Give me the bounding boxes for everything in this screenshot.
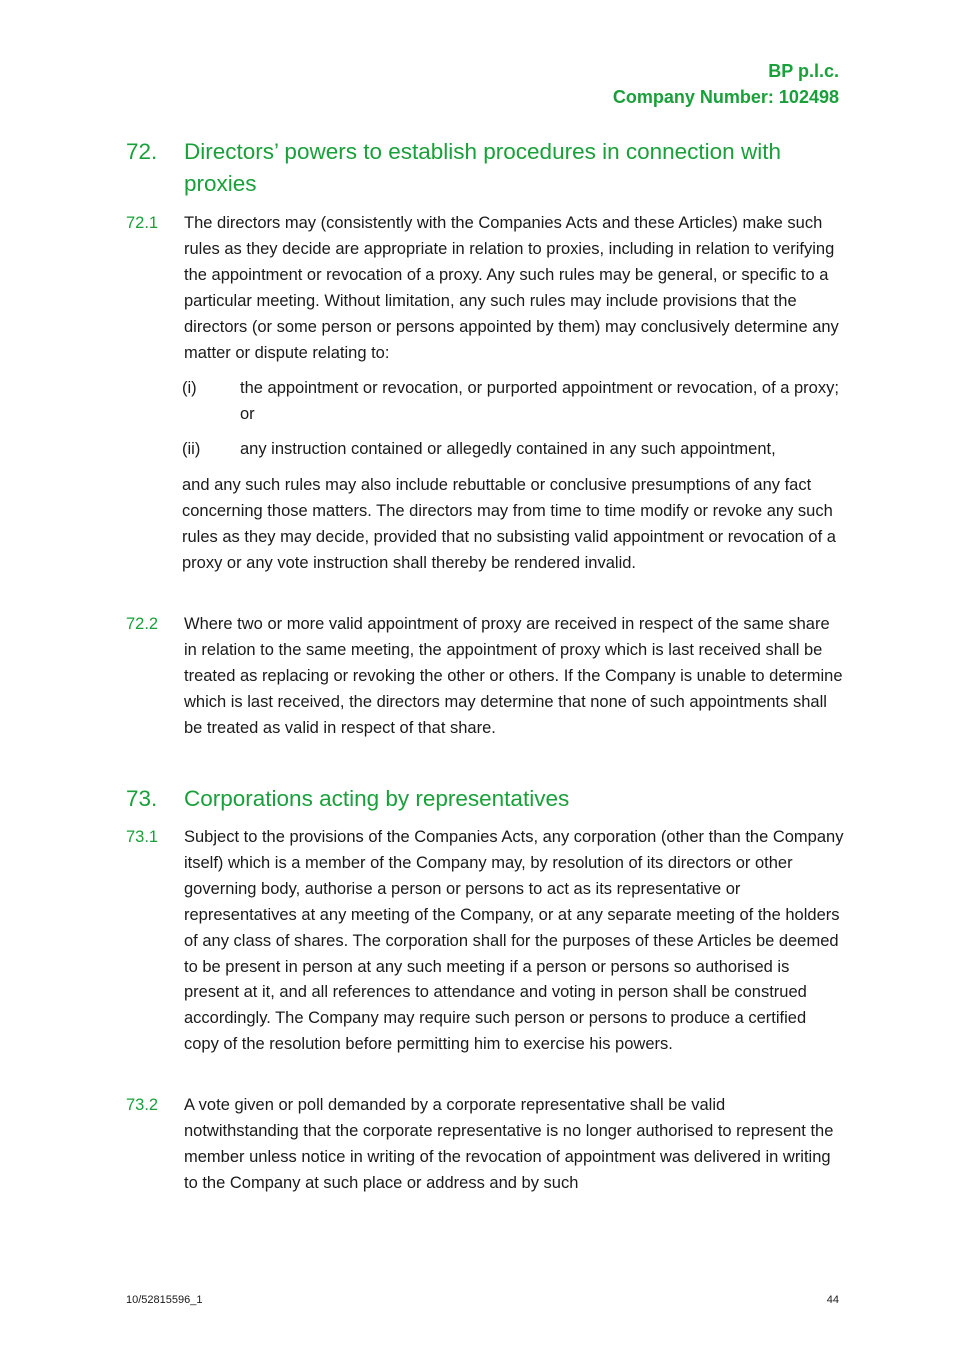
clause-72-1-continuation: and any such rules may also include rebuttable or conclusive presumptions of any fact concerning those matters. The directors may from time to time modify or revoke any such rules as they may decide, provided that no subsisting valid appointment or revocation of a proxy or any vote instruction shall thereby be rendered invalid.	[182, 476, 836, 572]
section-72-title: Directors’ powers to establish procedures in connection with proxies	[184, 139, 781, 196]
section-73-title: Corporations acting by representatives	[184, 786, 570, 811]
document-reference: 10/52815596_1	[126, 1294, 203, 1306]
clause-72-1-text: The directors may (consistently with the Companies Acts and these Articles) make such rules as they decide are appropriate in relation to proxies, including in relation to verifying the appointment or revocation of a proxy. Any such rules may be general, or specific to a particular meeting. Without limitation, any such rules may include provisions that the directors (or some person or persons appointed by them) may conclusively determine any matter or dispute relating to:	[184, 214, 839, 362]
company-number: Company Number: 102498	[612, 87, 839, 107]
company-name: BP p.l.c.	[768, 61, 839, 81]
document-header	[613, 58, 839, 110]
clause-73-1-text: Subject to the provisions of the Companies Acts, any corporation (other than the Company itself) which is a member of the Company may, by resolution of its directors or other governing body, authorise a person or persons to act as its representative or representatives at any meeting of the Company, or at any separate meeting of the holders of any class of shares. The corporation shall for the purposes of these Articles be deemed to be present in person at any such meeting if a person or persons so authorised is present at it, and all references to attendance and voting in person shall be construed accordingly. The Company may require such person or persons to produce a certified copy of the resolution before permitting him to exercise his powers.	[184, 828, 844, 1054]
item-i-text: the appointment or revocation, or purported appointment or revocation, of a proxy; or	[240, 379, 839, 423]
item-ii-number: (ii)	[182, 440, 201, 458]
clause-73-1-number: 73.1	[126, 828, 159, 846]
clause-72-2-number: 72.2	[126, 615, 159, 633]
item-i-number: (i)	[182, 379, 197, 397]
clause-73-2-number: 73.2	[126, 1096, 159, 1114]
clause-72-2-text: Where two or more valid appointment of proxy are received in respect of the same share in relation to the same meeting, the appointment of proxy which is last received shall be treated as replacing or revoking the other or others. If the Company is unable to determine which is last received, the directors may determine that none of such appointments shall be treated as valid in respect of that share.	[184, 615, 843, 737]
section-73-number: 73.	[126, 786, 158, 811]
page-number: 44	[826, 1294, 839, 1306]
clause-73-2-text: A vote given or poll demanded by a corporate representative shall be valid notwithstanding that the corporate representative is no longer authorised to represent the member unless notice in writing of the revocation of appointment was delivered in writing to the Company at such place or address and by such	[184, 1096, 834, 1192]
clause-72-1-number: 72.1	[126, 214, 159, 232]
item-ii-text: any instruction contained or allegedly contained in any such appointment,	[240, 440, 776, 458]
section-72-number: 72.	[126, 139, 158, 164]
